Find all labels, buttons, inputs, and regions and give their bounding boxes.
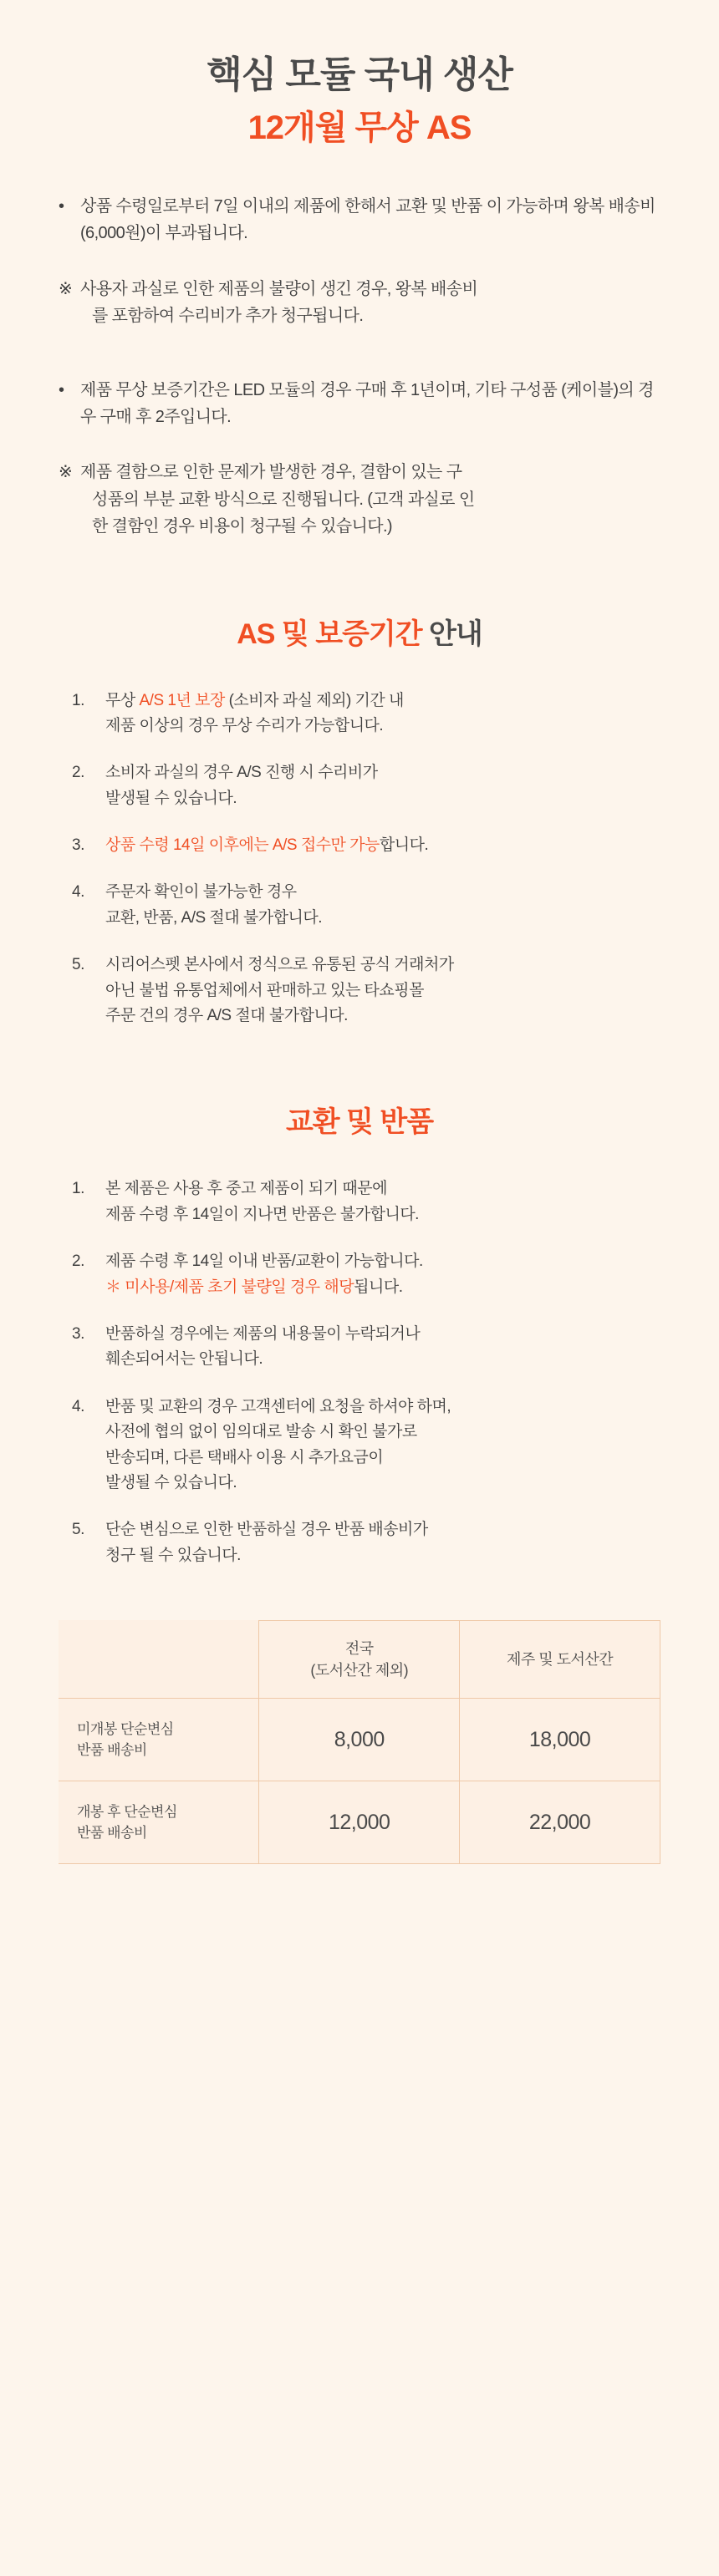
list-item-line: 제품 수령 후 14일이 지나면 반품은 불가합니다. xyxy=(105,1205,419,1223)
note-group xyxy=(59,193,660,247)
list-item-line: 주문자 확인이 불가능한 경우 xyxy=(105,883,297,902)
note-group xyxy=(59,276,660,330)
asterisk-marker: ※ xyxy=(59,279,73,298)
list-item-line: 반품 및 교환의 경우 고객센터에 요청을 하셔야 하며, xyxy=(105,1397,451,1415)
text-part: (소비자 과실 제외) 기간 내 xyxy=(224,691,404,709)
table-body xyxy=(59,1699,660,1864)
list-item-body xyxy=(105,688,647,739)
text-highlight: ＊ 미사용/제품 초기 불량일 경우 해당 xyxy=(105,1278,354,1296)
column-header-line: 전국 xyxy=(344,1640,374,1658)
section-heading-highlight: AS 및 보증기간 xyxy=(237,617,422,650)
note-text-line: 제품 결함으로 인한 문제가 발생한 경우, 결함이 있는 구 xyxy=(80,463,462,482)
list-item-line: 본 제품은 사용 후 중고 제품이 되기 때문에 xyxy=(105,1180,387,1198)
section-heading-exchange xyxy=(0,1099,719,1140)
section-heading-as xyxy=(0,611,719,652)
table-row-label xyxy=(59,1699,259,1781)
list-item xyxy=(72,953,647,1029)
text-part: 됩니다. xyxy=(354,1278,403,1296)
list-item-body xyxy=(105,1176,647,1227)
column-header-line: (도서산간 제외) xyxy=(310,1662,409,1679)
row-label-line: 반품 배송비 xyxy=(77,1825,147,1842)
list-item-body xyxy=(105,1517,647,1568)
list-item-number: 1. xyxy=(72,1180,84,1198)
note-line xyxy=(59,459,660,540)
bottom-spacer xyxy=(0,1864,719,1956)
row-label-line: 반품 배송비 xyxy=(77,1742,147,1759)
header-block xyxy=(0,0,719,150)
list-item-body xyxy=(105,1249,647,1300)
note-text xyxy=(80,377,660,431)
list-item-number: 5. xyxy=(72,956,84,974)
as-list xyxy=(72,688,647,1029)
list-item xyxy=(72,1395,647,1496)
intro-notes xyxy=(59,193,660,541)
list-item-line: 아닌 불법 유통업체에서 판매하고 있는 타쇼핑몰 xyxy=(105,981,424,999)
table-cell-domestic: 8,000 xyxy=(259,1699,460,1781)
note-text-line: 제품 무상 보증기간은 LED 모듈의 경우 구매 후 1년이며, xyxy=(80,380,471,399)
note-line xyxy=(59,193,660,247)
row-label-line: 개봉 후 단순변심 xyxy=(77,1803,177,1820)
note-line xyxy=(59,377,660,431)
text-part: 무상 xyxy=(105,691,140,709)
note-text-line: 성품의 부분 교환 방식으로 진행됩니다. (고객 과실로 인 xyxy=(92,490,475,509)
list-item-line: 훼손되어서는 안됩니다. xyxy=(105,1350,263,1369)
note-text-line: 기타 구성품 (케이블)의 경우 구매 후 2주입니다. xyxy=(80,380,654,426)
exchange-list xyxy=(72,1176,647,1568)
asterisk-marker: ※ xyxy=(59,463,73,482)
list-item-line xyxy=(105,688,647,714)
list-item xyxy=(72,1176,647,1227)
note-text-line: 사용자 과실로 인한 제품의 불량이 생긴 경우, 왕복 배송비 xyxy=(80,279,478,298)
list-item xyxy=(72,760,647,811)
list-item-number: 2. xyxy=(72,1252,84,1271)
list-item-line: 주문 건의 경우 A/S 절대 불가합니다. xyxy=(105,1007,348,1025)
list-item-line: 반품하실 경우에는 제품의 내용물이 누락되거나 xyxy=(105,1324,421,1343)
note-group xyxy=(59,459,660,540)
row-label-line: 미개봉 단순변심 xyxy=(77,1720,174,1737)
list-item-line xyxy=(105,1275,647,1300)
table-row xyxy=(59,1699,660,1781)
list-item-body xyxy=(105,953,647,1029)
table-corner-cell xyxy=(59,1621,259,1699)
text-highlight: A/S 1년 보장 xyxy=(139,691,225,709)
list-item-number: 4. xyxy=(72,883,84,902)
list-item-number: 3. xyxy=(72,836,84,855)
note-group xyxy=(59,377,660,431)
fee-table-wrapper xyxy=(59,1620,660,1864)
list-item-line: 청구 될 수 있습니다. xyxy=(105,1546,241,1564)
page-title-main: 핵심 모듈 국내 생산 xyxy=(207,54,512,95)
list-item-line: 소비자 과실의 경우 A/S 진행 시 수리비가 xyxy=(105,764,378,782)
section-heading-highlight: 교환 및 반품 xyxy=(285,1106,434,1139)
table-column-header-domestic xyxy=(259,1621,460,1699)
list-item-line: 제품 수령 후 14일 이내 반품/교환이 가능합니다. xyxy=(105,1252,423,1271)
table-head xyxy=(59,1621,660,1699)
list-item-body xyxy=(105,760,647,811)
list-item-line: 교환, 반품, A/S 절대 불가합니다. xyxy=(105,908,322,927)
list-item-body xyxy=(105,1395,647,1496)
list-item-number: 2. xyxy=(72,764,84,782)
list-item-number: 3. xyxy=(72,1324,84,1343)
text-highlight: 상품 수령 14일 이후에는 A/S 접수만 가능 xyxy=(105,836,380,855)
column-header-line: 제주 및 도서산간 xyxy=(506,1651,614,1669)
text-part: 합니다. xyxy=(379,836,429,855)
list-item-line: 반송되며, 다른 택배사 이용 시 추가요금이 xyxy=(105,1448,384,1466)
bullet-marker: • xyxy=(59,380,64,399)
section-heading-rest: 안내 xyxy=(421,617,482,650)
shipping-fee-table xyxy=(59,1620,660,1864)
table-cell-jeju: 18,000 xyxy=(460,1699,660,1781)
note-text xyxy=(80,193,660,247)
list-item-line: 발생될 수 있습니다. xyxy=(105,789,237,807)
list-item-line: 발생될 수 있습니다. xyxy=(105,1473,237,1491)
list-item-line: 단순 변심으로 인한 반품하실 경우 반품 배송비가 xyxy=(105,1521,428,1539)
list-item-number: 4. xyxy=(72,1397,84,1415)
list-item xyxy=(72,1322,647,1373)
list-item-line: 사전에 협의 없이 임의대로 발송 시 확인 불가로 xyxy=(105,1423,417,1441)
table-header-row xyxy=(59,1621,660,1699)
list-item-line: 시리어스펫 본사에서 정식으로 유통된 공식 거래처가 xyxy=(105,956,454,974)
list-item-body xyxy=(105,833,647,858)
list-item-line xyxy=(105,833,647,858)
note-text-line: 를 포함하여 수리비가 추가 청구됩니다. xyxy=(92,307,364,326)
page-title-sub: 12개월 무상 AS xyxy=(247,109,472,146)
list-item xyxy=(72,1517,647,1568)
table-row-label xyxy=(59,1781,259,1864)
list-item-body xyxy=(105,1322,647,1373)
note-text-line: 이 가능하며 왕복 배송비 (6,000원)이 부과됩니다. xyxy=(80,197,655,243)
bullet-marker: • xyxy=(59,197,64,216)
list-item-number: 1. xyxy=(72,691,84,709)
table-column-header-jeju xyxy=(460,1621,660,1699)
list-item xyxy=(72,1249,647,1300)
note-text-line: 한 결함인 경우 비용이 청구될 수 있습니다.) xyxy=(92,517,392,536)
table-cell-jeju: 22,000 xyxy=(460,1781,660,1864)
list-item-body xyxy=(105,880,647,931)
note-text-line: 상품 수령일로부터 7일 이내의 제품에 한해서 교환 및 반품 xyxy=(80,197,482,216)
list-item xyxy=(72,688,647,739)
list-item-number: 5. xyxy=(72,1521,84,1539)
note-text xyxy=(80,276,660,330)
note-text xyxy=(80,459,660,540)
list-item xyxy=(72,880,647,931)
list-item-line: 제품 이상의 경우 무상 수리가 가능합니다. xyxy=(105,716,384,734)
note-line xyxy=(59,276,660,330)
table-row xyxy=(59,1781,660,1864)
list-item xyxy=(72,833,647,858)
table-cell-domestic: 12,000 xyxy=(259,1781,460,1864)
